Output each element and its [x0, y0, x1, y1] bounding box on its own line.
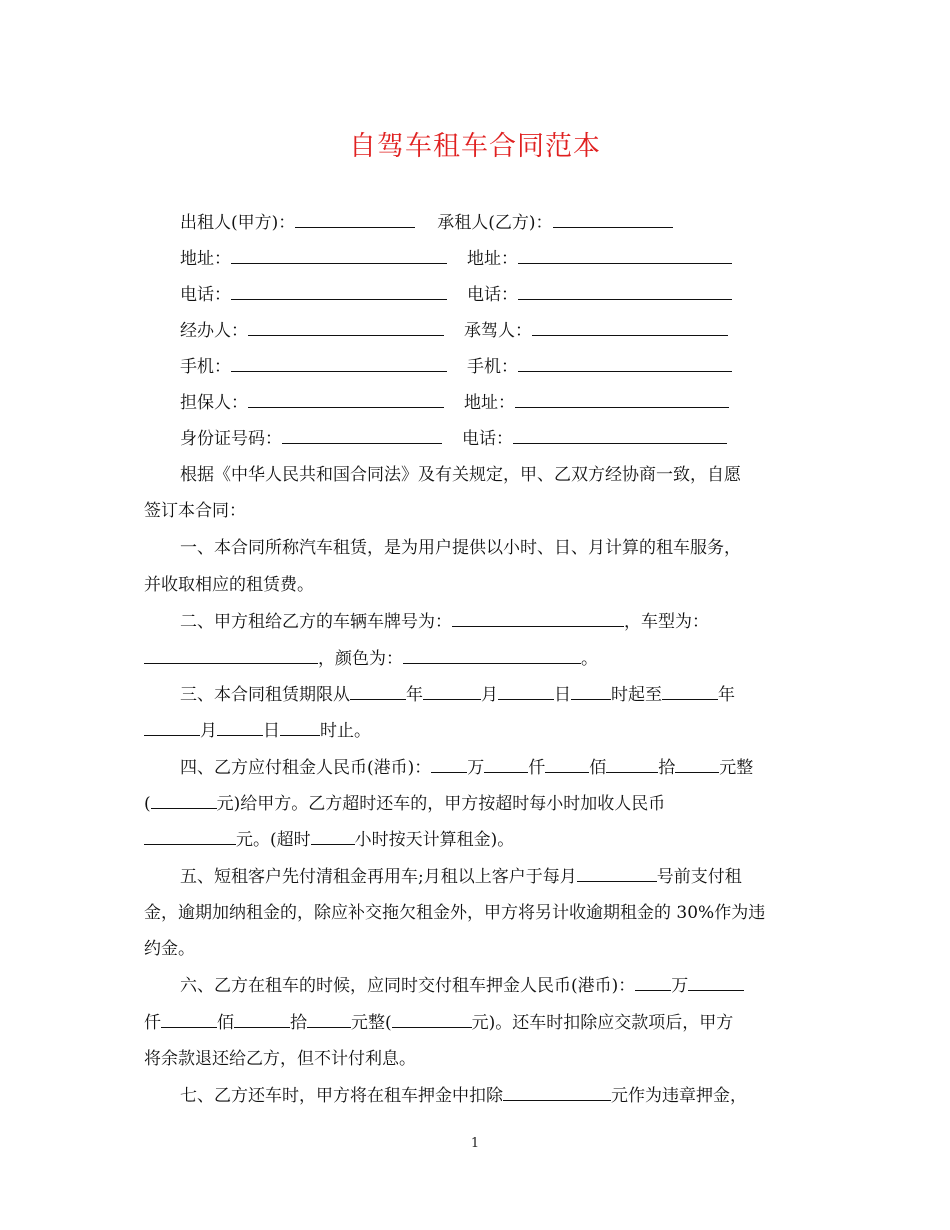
open-paren: (: [144, 794, 151, 814]
party-row-6: [180, 392, 729, 414]
year-label-2: 年: [718, 685, 735, 705]
vehicle-model-blank: [144, 648, 318, 664]
clause4-text-a: 四、乙方应付租金人民币(港币)：: [180, 758, 432, 778]
clause6-text-a: 六、乙方在租车的时候，应同时交付租车押金人民币(港币)：: [180, 976, 636, 996]
rent-qian-blank: [484, 757, 528, 773]
payment-day-blank: [577, 866, 657, 882]
document-title: 自驾车租车合同范本: [349, 131, 601, 162]
phone-label-1: 电话：: [180, 285, 231, 305]
lessor-blank: [295, 212, 415, 228]
clause3-text-a: 三、本合同租赁期限从: [180, 685, 350, 705]
month-label-2: 月: [200, 721, 217, 741]
deposit-qian-blank-a: [688, 975, 744, 991]
end-year-blank: [662, 684, 718, 700]
clause4-text-note: 元。(超时: [236, 830, 311, 850]
address-label-1: 地址：: [180, 249, 231, 269]
hour-to-label: 时止。: [320, 721, 371, 741]
id-blank: [282, 428, 442, 444]
rent-total-blank: [151, 793, 217, 809]
hour-from-label: 时起至: [611, 685, 662, 705]
clause5-text-a: 五、短租客户先付清租金再用车;月租以上客户于每月: [180, 867, 577, 887]
party-row-4: [180, 320, 728, 342]
wan-label: 万: [467, 758, 485, 778]
violation-deposit-blank: [503, 1085, 611, 1101]
deposit-wan-blank: [635, 975, 671, 991]
rent-yuan-blank: [675, 757, 719, 773]
party-row-3: [180, 284, 732, 306]
qian-label: 仟: [528, 758, 546, 778]
clause1-line-1: 一、本合同所称汽车租赁，是为用户提供以小时、日、月计算的租车服务，: [180, 538, 741, 558]
clause6-line-3: 将余款退还给乙方，但不计付利息。: [144, 1049, 416, 1069]
clause6-line-1: [180, 975, 744, 997]
clause7-text-b: 元作为违章押金，: [611, 1086, 747, 1106]
agent-label: 经办人：: [180, 321, 248, 341]
overtime-hours-blank: [311, 829, 355, 845]
clause6-line-2: [144, 1012, 733, 1034]
day-label: 日: [554, 685, 571, 705]
lessor-label: 出租人(甲方)：: [180, 213, 296, 233]
deposit-total-blank: [392, 1012, 472, 1028]
driver-label: 承驾人：: [464, 321, 532, 341]
clause4-line-3: [144, 829, 514, 851]
mobile-blank-2: [518, 356, 732, 372]
page-number: 1: [470, 1136, 480, 1151]
clause2-line-2: [144, 648, 598, 670]
shi-label: 拾: [658, 758, 676, 778]
clause2-text-d: 。: [581, 649, 598, 669]
rent-wan-blank: [431, 757, 467, 773]
clause2-line-1: [180, 611, 709, 633]
overtime-fee-blank: [144, 829, 236, 845]
phone-blank-2: [518, 284, 732, 300]
clause1-line-2: 并收取相应的租赁费。: [144, 575, 314, 595]
clause5-text-b: 号前支付租: [656, 867, 742, 887]
start-hour-blank: [571, 684, 611, 700]
mobile-blank-1: [231, 356, 447, 372]
day-label-2: 日: [263, 721, 280, 741]
end-day-blank: [217, 720, 263, 736]
intro-line-1: 根据《中华人民共和国合同法》及有关规定，甲、乙双方经协商一致，自愿: [180, 465, 741, 485]
clause4-line-1: [180, 757, 753, 779]
rent-bai-blank: [545, 757, 589, 773]
mobile-label-1: 手机：: [180, 357, 231, 377]
phone-label-3: 电话：: [462, 429, 513, 449]
address-blank-3: [515, 392, 729, 408]
bai-label-2: 佰: [217, 1013, 234, 1033]
shi-label-2: 拾: [290, 1013, 307, 1033]
deposit-yuan-blank: [307, 1012, 351, 1028]
clause5-line-3: 约金。: [144, 939, 195, 959]
clause3-line-1: [180, 684, 735, 706]
clause4-text-give: 元)给甲方。乙方超时还车的，甲方按超时每小时加收人民币: [216, 794, 666, 814]
phone-blank-1: [231, 284, 447, 300]
party-row-1: [180, 212, 673, 234]
yuan-zheng-label: 元整: [719, 758, 754, 778]
start-year-blank: [350, 684, 406, 700]
deposit-shi-blank: [234, 1012, 290, 1028]
end-hour-blank: [280, 720, 320, 736]
qian-label-2: 仟: [144, 1013, 161, 1033]
start-month-blank: [423, 684, 481, 700]
rent-shi-blank: [606, 757, 658, 773]
deposit-bai-blank: [161, 1012, 217, 1028]
guarantor-label: 担保人：: [180, 393, 248, 413]
year-label: 年: [406, 685, 423, 705]
clause4-line-2: [144, 793, 665, 815]
mobile-label-2: 手机：: [467, 357, 518, 377]
clause2-text-c: ，颜色为：: [318, 649, 403, 669]
address-label-3: 地址：: [464, 393, 515, 413]
clause6-text-return: 元)。还车时扣除应交款项后，甲方: [471, 1013, 734, 1033]
phone-label-2: 电话：: [467, 285, 518, 305]
address-label-2: 地址：: [467, 249, 518, 269]
plate-number-blank: [452, 611, 624, 627]
yuan-zheng-label-2: 元整(: [351, 1013, 392, 1033]
wan-label-2: 万: [671, 976, 689, 996]
clause5-line-1: [180, 866, 742, 888]
id-label: 身份证号码：: [180, 429, 282, 449]
lessee-label: 承租人(乙方)：: [437, 213, 553, 233]
lessee-blank: [553, 212, 673, 228]
clause7-line-1: [180, 1085, 747, 1107]
clause2-text-a: 二、甲方租给乙方的车辆车牌号为：: [180, 612, 452, 632]
clause2-text-b: ，车型为：: [624, 612, 709, 632]
end-month-blank: [144, 720, 200, 736]
clause7-text-a: 七、乙方还车时，甲方将在租车押金中扣除: [180, 1086, 503, 1106]
phone-blank-3: [513, 428, 727, 444]
driver-blank: [532, 320, 728, 336]
address-blank-1: [231, 248, 447, 264]
party-row-2: [180, 248, 732, 270]
party-row-5: [180, 356, 732, 378]
agent-blank: [248, 320, 444, 336]
month-label: 月: [481, 685, 498, 705]
clause3-line-2: [144, 720, 371, 742]
clause5-line-2: 金，逾期加纳租金的，除应补交拖欠租金外，甲方将另计收逾期租金的 30%作为违: [144, 903, 766, 923]
color-blank: [403, 648, 581, 664]
party-row-7: [180, 428, 727, 450]
start-day-blank: [498, 684, 554, 700]
address-blank-2: [518, 248, 732, 264]
clause4-text-hour: 小时按天计算租金)。: [354, 830, 515, 850]
guarantor-blank: [248, 392, 444, 408]
bai-label: 佰: [589, 758, 607, 778]
intro-line-2: 签订本合同：: [144, 501, 246, 521]
